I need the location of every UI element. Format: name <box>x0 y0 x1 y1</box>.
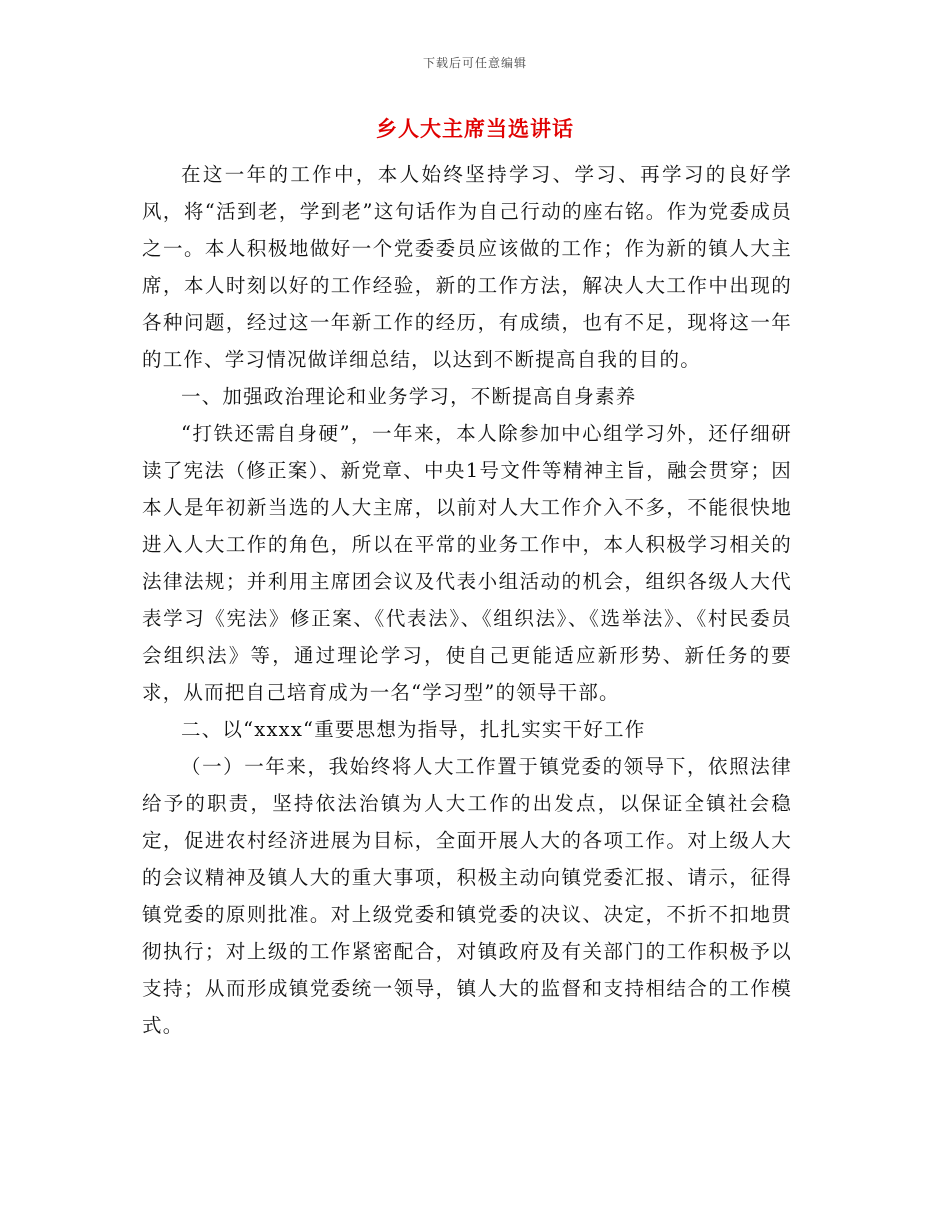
paragraph-intro: 在这一年的工作中，本人始终坚持学习、学习、再学习的良好学风，将“活到老，学到老”这句话作为自己行动的座右铭。作为党委成员之一。本人积极地做好一个党委委员应该做的工作；作为新的镇人大主席，本人时刻以好的工作经验，新的工作方法，解决人大工作中出现的各种问题，经过这一年新工作的经历，有成绩，也有不足，现将这一年的工作、学习情况做详细总结，以达到不断提高自我的目的。 <box>142 163 792 371</box>
paragraph-work: （一）一年来，我始终将人大工作置于镇党委的领导下，依照法律给予的职责，坚持依法治镇为人大工作的出发点，以保证全镇社会稳定，促进农村经济进展为目标，全面开展人大的各项工作。对上级人大的会议精神及镇人大的重大事项，积极主动向镇党委汇报、请示，征得镇党委的原则批准。对上级党委和镇党委的决议、决定，不折不扣地贯彻执行；对上级的工作紧密配合，对镇政府及有关部门的工作积极予以支持；从而形成镇党委统一领导，镇人大的监督和支持相结合的工作模式。 <box>142 755 792 1037</box>
section-heading-1: 一、加强政治理论和业务学习，不断提高自身素养 <box>181 385 637 408</box>
paragraph-study: “打铁还需自身硬”，一年来，本人除参加中心组学习外，还仔细研读了宪法（修正案）、新党章、中央1号文件等精神主旨，融会贯穿；因本人是年初新当选的人大主席，以前对人大工作介入不多，不能很快地进入人大工作的角色，所以在平常的业务工作中，本人积极学习相关的法律法规；并利用主席团会议及代表小组活动的机会，组织各级人大代表学习《宪法》修正案、《代表法》、《组织法》、《选举法》、《村民委员会组织法》等，通过理论学习，使自己更能适应新形势、新任务的要求，从而把自己培育成为一名“学习型”的领导干部。 <box>142 422 792 704</box>
header-note: 下载后可任意编辑 <box>422 56 527 70</box>
document-body <box>142 156 792 1044</box>
document-title: 乡人大主席当选讲话 <box>376 116 574 141</box>
section-heading-2: 二、以“xxxx“重要思想为指导，扎扎实实干好工作 <box>181 718 646 741</box>
